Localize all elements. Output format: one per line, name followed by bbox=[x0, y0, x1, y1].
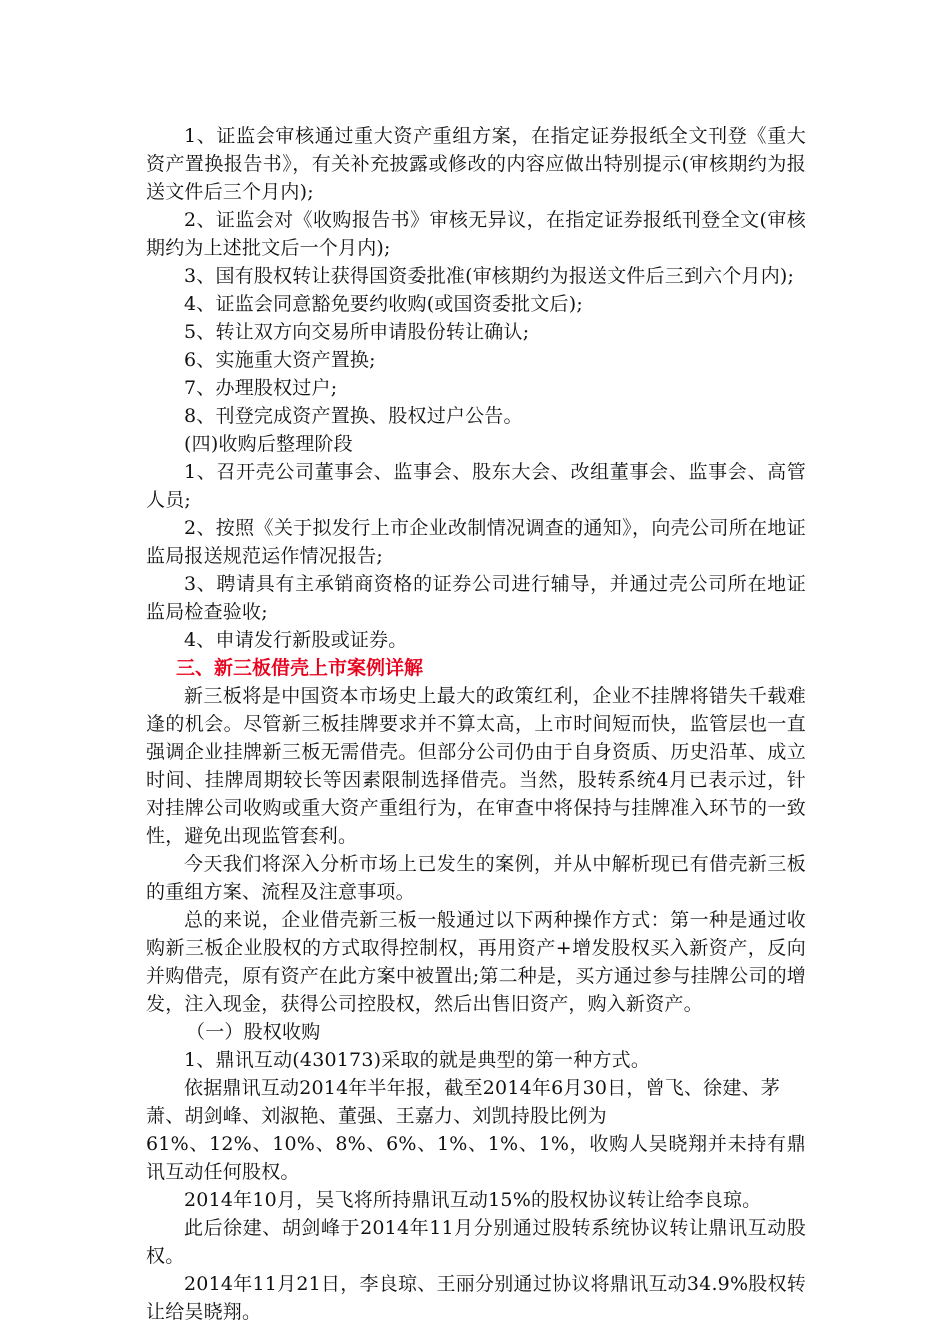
paragraph-step-5: 5、转让双方向交易所申请股份转让确认; bbox=[184, 321, 530, 343]
section-paragraph-nov-transfer: 此后徐建、胡剑峰于2014年11月分别通过股转系统协议转让鼎讯互动股权。 bbox=[146, 1217, 806, 1267]
document-body bbox=[146, 122, 806, 1326]
section-paragraph-analysis: 今天我们将深入分析市场上已发生的案例，并从中解析现已有借壳新三板的重组方案、流程及注意事项。 bbox=[146, 853, 806, 903]
section-paragraph-percentages: 61%、12%、10%、8%、6%、1%、1%、1%，收购人吴晓翔并未持有鼎讯互动任何股权。 bbox=[146, 1133, 806, 1183]
paragraph-step-1: 1、证监会审核通过重大资产重组方案，在指定证券报纸全文刊登《重大资产置换报告书》，有关补充披露或修改的内容应做出特别提示(审核期约为报送文件后三个月内); bbox=[146, 125, 806, 203]
paragraph-step-4: 4、证监会同意豁免要约收购(或国资委批文后); bbox=[184, 293, 583, 315]
section-paragraph-oct-transfer: 2014年10月，吴飞将所持鼎讯互动15%的股权协议转让给李良琼。 bbox=[184, 1189, 762, 1211]
subsection-title-post-acquisition: (四)收购后整理阶段 bbox=[184, 433, 353, 455]
section-paragraph-shareholders: 依据鼎讯互动2014年半年报，截至2014年6月30日，曾飞、徐建、茅萧、胡剑峰、刘淑艳、董强、王嘉力、刘凯持股比例为 bbox=[146, 1077, 780, 1127]
paragraph-step-2: 2、证监会对《收购报告书》审核无异议，在指定证券报纸刊登全文(审核期约为上述批文后一个月内); bbox=[146, 209, 806, 259]
paragraph-step-8: 8、刊登完成资产置换、股权过户公告。 bbox=[184, 405, 523, 427]
section-paragraph-intro: 新三板将是中国资本市场史上最大的政策红利，企业不挂牌将错失千载难逢的机会。尽管新三板挂牌要求并不算太高，上市时间短而快，监管层也一直强调企业挂牌新三板无需借壳。但部分公司仍由于自身资质、历史沿革、成立时间、挂牌周期较长等因素限制选择借壳。当然，股转系统4月已表示过，针对挂牌公司收购或重大资产重组行为，在审查中将保持与挂牌准入环节的一致性，避免出现监管套利。 bbox=[146, 685, 806, 847]
section-paragraph-nov21-transfer: 2014年11月21日，李良琼、王丽分别通过协议将鼎讯互动34.9%股权转让给吴晓翔。 bbox=[146, 1273, 806, 1323]
section-paragraph-case-1: 1、鼎讯互动(430173)采取的就是典型的第一种方式。 bbox=[184, 1049, 651, 1071]
paragraph-post-step-4: 4、申请发行新股或证券。 bbox=[184, 629, 408, 651]
paragraph-step-3: 3、国有股权转让获得国资委批准(审核期约为报送文件后三到六个月内); bbox=[184, 265, 795, 287]
section-heading: 三、新三板借壳上市案例详解 bbox=[176, 657, 424, 679]
paragraph-post-step-2: 2、按照《关于拟发行上市企业改制情况调查的通知》，向壳公司所在地证监局报送规范运作情况报告; bbox=[146, 517, 806, 567]
paragraph-post-step-3: 3、聘请具有主承销商资格的证券公司进行辅导，并通过壳公司所在地证监局检查验收; bbox=[146, 573, 806, 623]
paragraph-step-7: 7、办理股权过户; bbox=[184, 377, 338, 399]
section-paragraph-methods: 总的来说，企业借壳新三板一般通过以下两种操作方式：第一种是通过收购新三板企业股权的方式取得控制权，再用资产+增发股权买入新资产，反向并购借壳，原有资产在此方案中被置出;第二种是，买方通过参与挂牌公司的增发，注入现金，获得公司控股权，然后出售旧资产，购入新资产。 bbox=[146, 909, 806, 1015]
paragraph-post-step-1: 1、召开壳公司董事会、监事会、股东大会、改组董事会、监事会、高管人员; bbox=[146, 461, 806, 511]
subsection-title-equity-acquisition: （一）股权收购 bbox=[186, 1021, 321, 1043]
paragraph-step-6: 6、实施重大资产置换; bbox=[184, 349, 376, 371]
